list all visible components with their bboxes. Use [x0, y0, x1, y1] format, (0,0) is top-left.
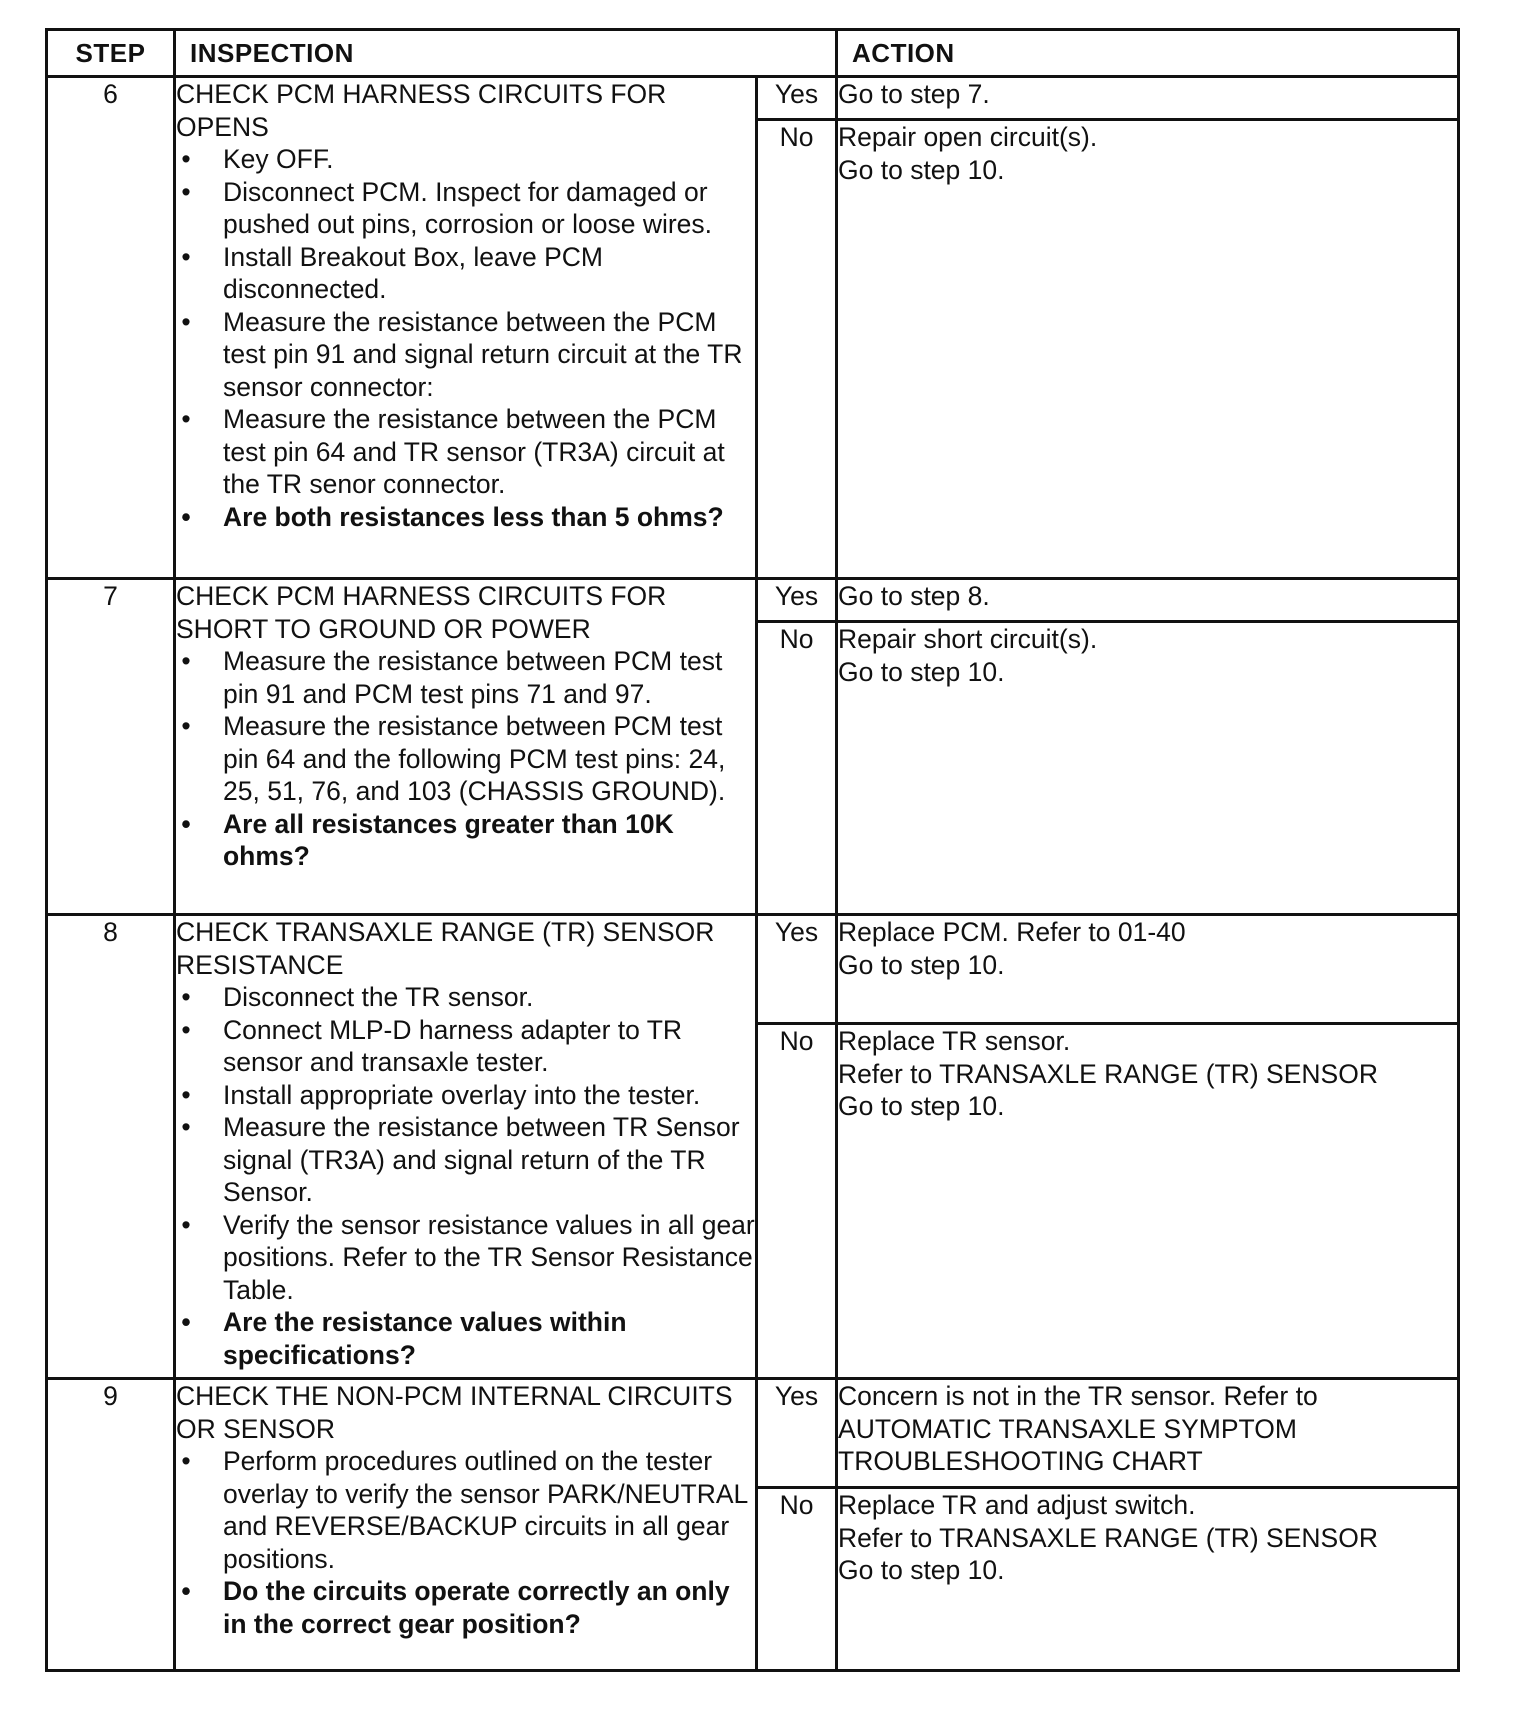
inspection-title: CHECK PCM HARNESS CIRCUITS FOR SHORT TO GROUND OR POWER: [176, 581, 667, 644]
list-item: • Disconnect PCM. Inspect for damaged or pushed out pins, corrosion or loose wires.: [181, 176, 713, 239]
inspection-title: CHECK PCM HARNESS CIRCUITS FOR OPENS: [176, 79, 667, 142]
yes-label: Yes: [757, 915, 837, 1024]
step-number: 6: [47, 77, 175, 579]
list-item: • Measure the resistance between PCM test pin 91 and PCM test pins 71 and 97.: [181, 646, 723, 709]
inspection-question: • Are the resistance values within specifications?: [181, 1307, 627, 1370]
inspection-question: • Are all resistances greater than 10K ohms?: [181, 808, 674, 871]
list-item: • Measure the resistance between the PCM test pin 91 and signal return circuit at the TR sensor connector:: [181, 306, 743, 402]
no-action: Repair open circuit(s). Go to step 10.: [837, 120, 1459, 579]
no-label: No: [757, 1024, 837, 1379]
header-action: ACTION: [837, 30, 1459, 77]
table-row: [47, 1379, 1459, 1488]
yes-label: Yes: [757, 1379, 837, 1488]
no-label: No: [757, 1488, 837, 1671]
list-item: • Install Breakout Box, leave PCM disconnected.: [181, 241, 604, 304]
no-action: Replace TR sensor. Refer to TRANSAXLE RANGE (TR) SENSOR Go to step 10.: [837, 1024, 1459, 1379]
inspection-title: CHECK TRANSAXLE RANGE (TR) SENSOR RESISTANCE: [176, 917, 715, 980]
step-9-group: [47, 1379, 1459, 1671]
inspection-cell: [175, 915, 757, 1379]
no-label: No: [757, 622, 837, 915]
table-header-row: [47, 30, 1459, 77]
no-action: Replace TR and adjust switch. Refer to TRANSAXLE RANGE (TR) SENSOR Go to step 10.: [837, 1488, 1459, 1671]
inspection-cell: [175, 77, 757, 579]
inspection-cell: [175, 579, 757, 915]
step-number: 9: [47, 1379, 175, 1671]
inspection-list: [176, 645, 755, 873]
yes-label: Yes: [757, 77, 837, 120]
inspection-title: CHECK THE NON-PCM INTERNAL CIRCUITS OR SENSOR: [176, 1381, 733, 1444]
table-row: [47, 77, 1459, 120]
list-item: • Install appropriate overlay into the tester.: [181, 1079, 701, 1110]
no-action: Repair short circuit(s). Go to step 10.: [837, 622, 1459, 915]
step-number: 7: [47, 579, 175, 915]
yes-action: Replace PCM. Refer to 01-40 Go to step 10.: [837, 915, 1459, 1024]
list-item: • Measure the resistance between PCM test pin 64 and the following PCM test pins: 24, 25, 51, 76, and 103 (CHASSIS GROUND).: [181, 711, 726, 806]
yes-action: Concern is not in the TR sensor. Refer to AUTOMATIC TRANSAXLE SYMPTOM TROUBLESHOOTING CHART: [837, 1379, 1459, 1488]
inspection-list: [176, 143, 755, 533]
table-row: [47, 579, 1459, 622]
step-6-group: [47, 77, 1459, 579]
table-row: [47, 915, 1459, 1024]
header-step: STEP: [47, 30, 175, 77]
list-item: • Measure the resistance between TR Sensor signal (TR3A) and signal return of the TR Sensor.: [181, 1112, 740, 1207]
step-number: 8: [47, 915, 175, 1379]
inspection-list: [176, 981, 755, 1371]
list-item: • Measure the resistance between the PCM test pin 64 and TR sensor (TR3A) circuit at the TR senor connector.: [181, 404, 725, 499]
list-item: • Disconnect the TR sensor.: [181, 982, 534, 1012]
yes-action: Go to step 8.: [837, 579, 1459, 622]
list-item: • Connect MLP-D harness adapter to TR sensor and transaxle tester.: [181, 1014, 683, 1077]
procedure-sheet: [45, 28, 1457, 1672]
inspection-list: [176, 1445, 755, 1640]
list-item: • Verify the sensor resistance values in all gear positions. Refer to the TR Sensor Resistance Table.: [181, 1209, 755, 1305]
header-inspection: INSPECTION: [175, 30, 837, 77]
step-7-group: [47, 579, 1459, 915]
yes-action: Go to step 7.: [837, 77, 1459, 120]
diagnostic-table: [45, 28, 1460, 1672]
inspection-cell: [175, 1379, 757, 1671]
no-label: No: [757, 120, 837, 579]
list-item: • Perform procedures outlined on the tester overlay to verify the sensor PARK/NEUTRAL and REVERSE/BACKUP circuits in all gear positions.: [181, 1446, 748, 1574]
yes-label: Yes: [757, 579, 837, 622]
inspection-question: • Are both resistances less than 5 ohms?: [181, 501, 724, 532]
list-item: • Key OFF.: [181, 144, 334, 174]
step-8-group: [47, 915, 1459, 1379]
inspection-question: • Do the circuits operate correctly an only in the correct gear position?: [181, 1576, 730, 1639]
